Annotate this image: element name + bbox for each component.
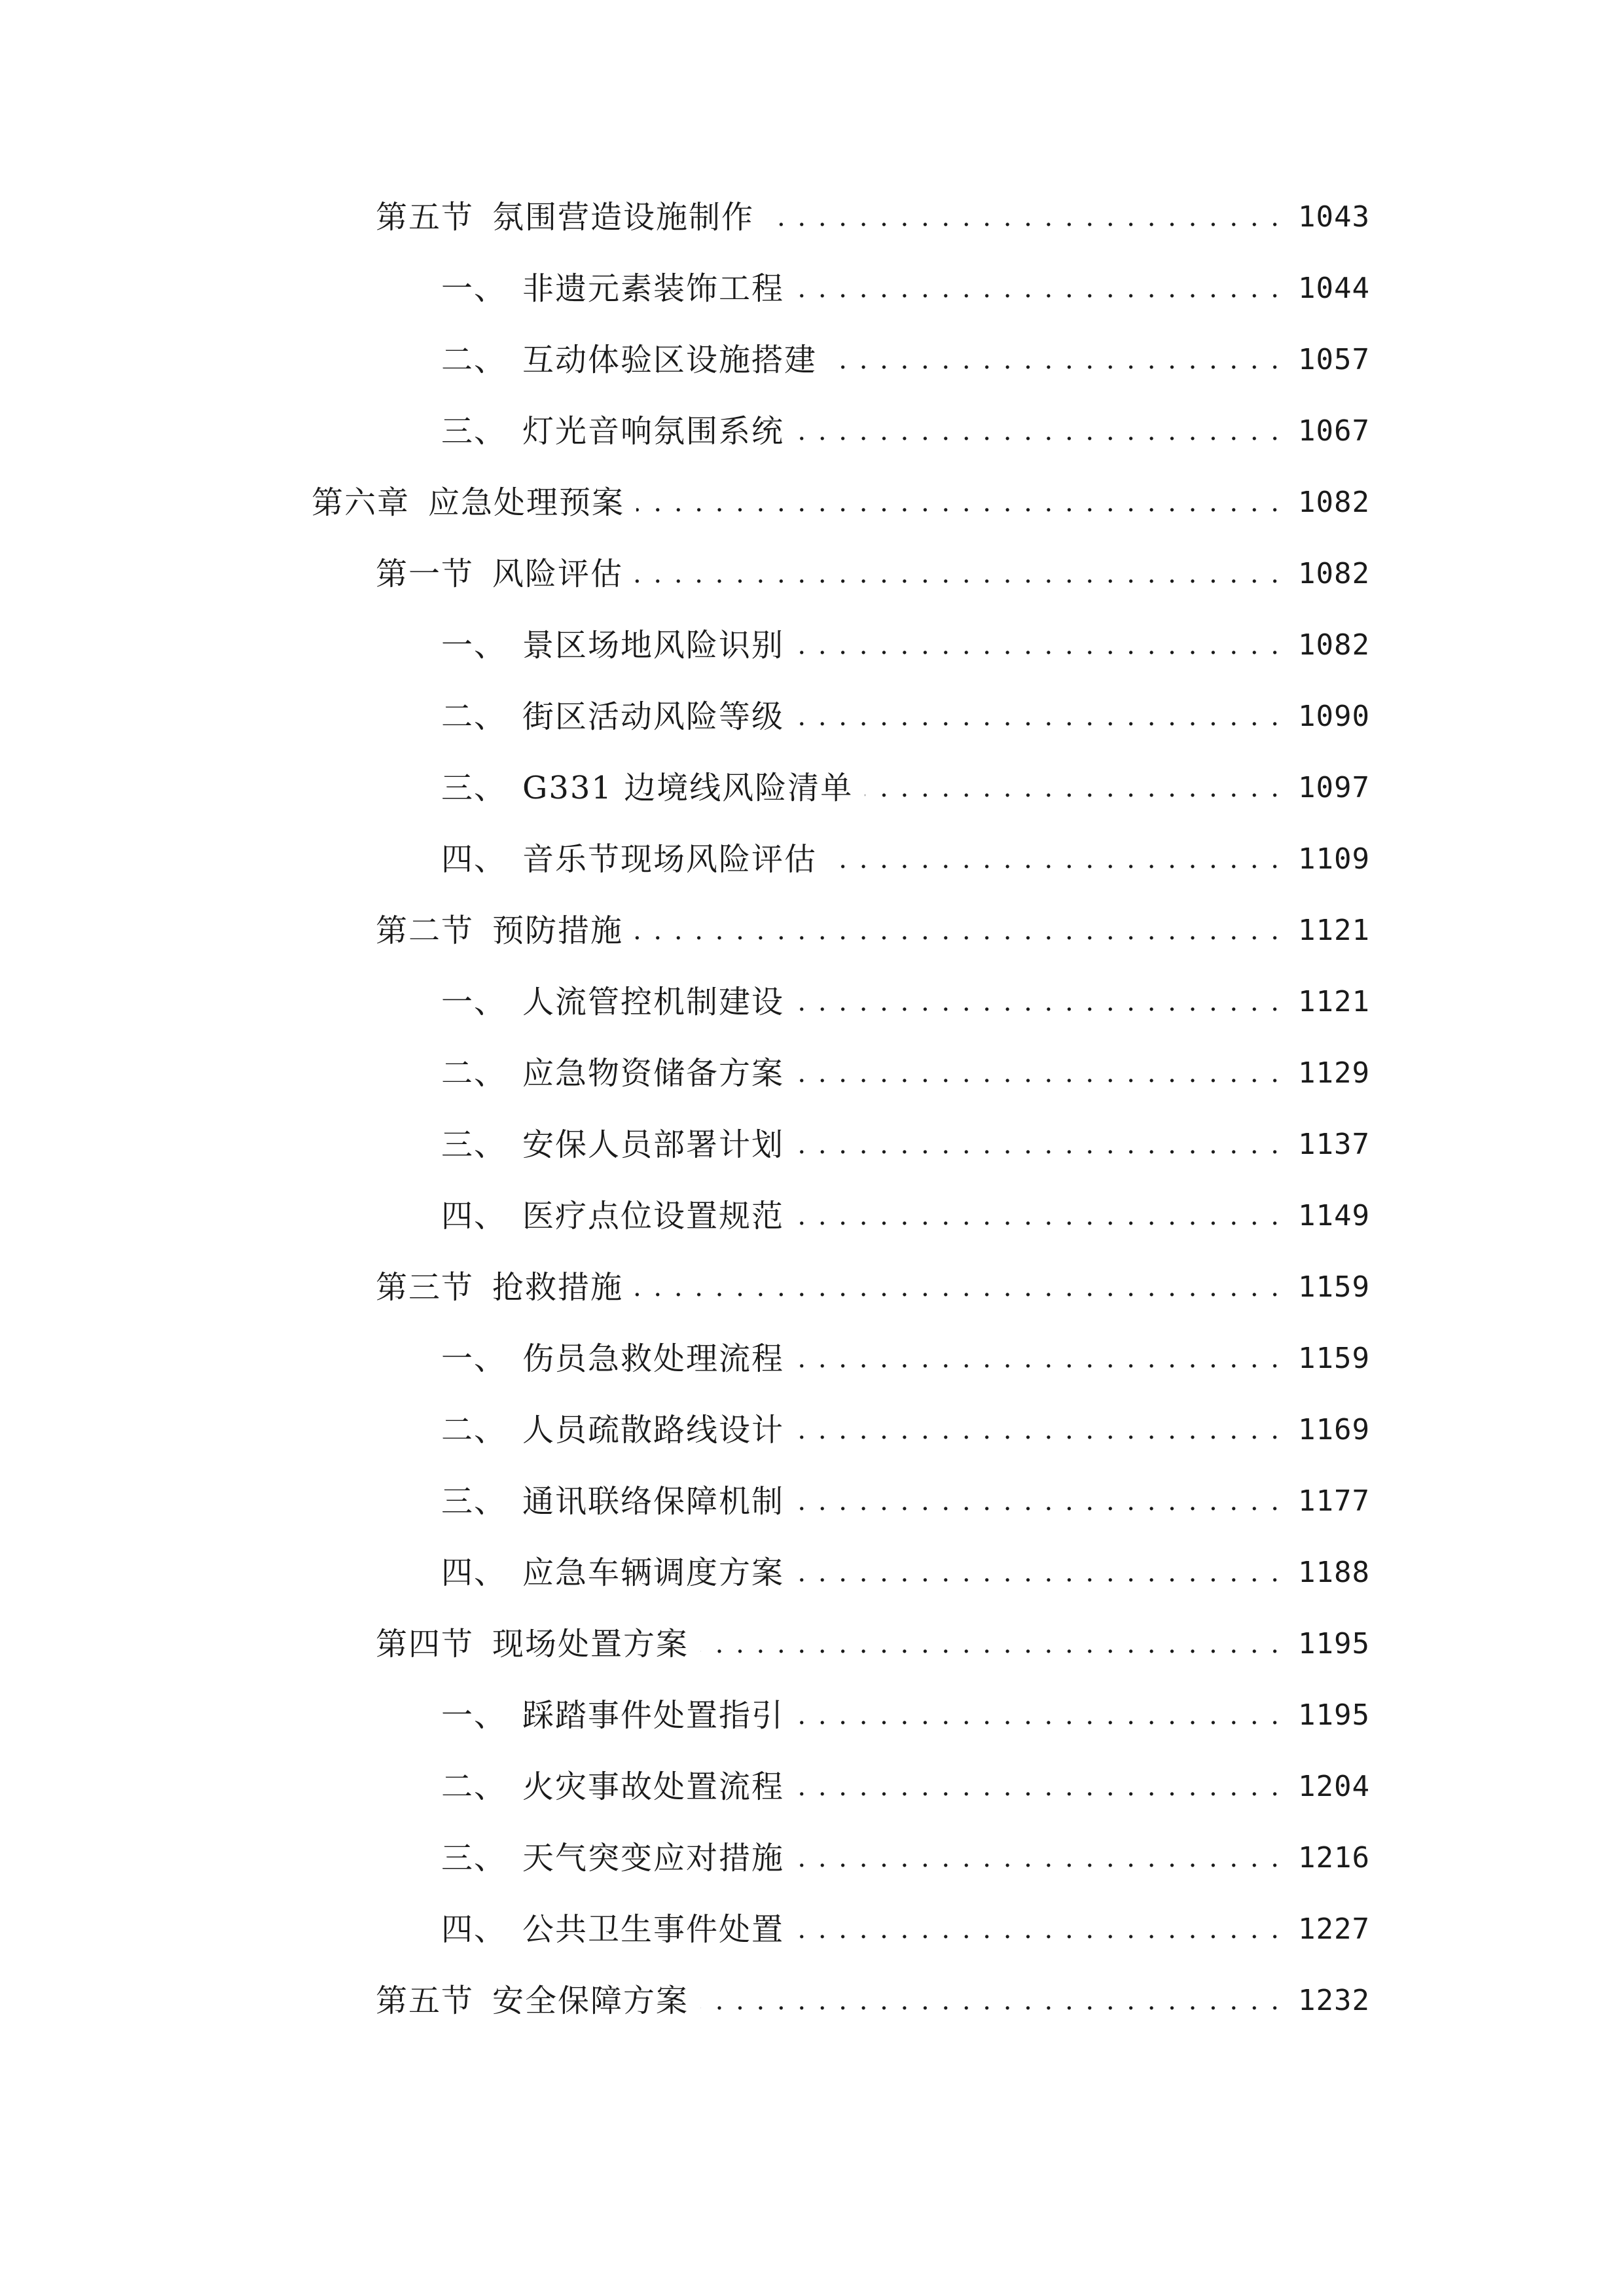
toc-entry-title: 应急物资储备方案	[522, 1055, 785, 1092]
dot-leader	[635, 1261, 1281, 1314]
toc-entry[interactable]	[441, 691, 1370, 743]
dot-leader	[796, 1903, 1281, 1956]
toc-entry-page: 1204	[1298, 1770, 1370, 1803]
dot-leader	[796, 1190, 1281, 1242]
toc-entry[interactable]	[441, 262, 1370, 315]
toc-entry[interactable]	[441, 1333, 1370, 1385]
toc-entry-page: 1195	[1298, 1627, 1370, 1660]
toc-entry-number: 四、	[441, 1554, 507, 1591]
toc-entry-number: 第五节	[376, 199, 475, 236]
toc-entry-page: 1227	[1298, 1912, 1370, 1946]
dot-leader	[796, 976, 1281, 1028]
dot-leader	[700, 1975, 1281, 2027]
toc-entry-page: 1082	[1298, 486, 1370, 519]
dot-leader	[796, 619, 1281, 672]
toc-entry-number: 二、	[441, 1412, 507, 1448]
toc-entry-number: 二、	[441, 1055, 507, 1092]
toc-entry[interactable]	[441, 833, 1370, 886]
toc-entry-title: 非遗元素装饰工程	[522, 270, 785, 307]
toc-entry[interactable]	[441, 619, 1370, 672]
toc-entry[interactable]	[376, 905, 1370, 957]
toc-entry-page: 1097	[1298, 771, 1370, 804]
toc-entry-number: 三、	[441, 1840, 507, 1876]
dot-leader	[766, 191, 1281, 243]
toc-entry-page: 1129	[1298, 1056, 1370, 1090]
toc-entry-title: 人员疏散路线设计	[522, 1412, 785, 1448]
toc-entry[interactable]	[441, 1119, 1370, 1171]
dot-leader	[635, 548, 1281, 600]
toc-entry-title: 公共卫生事件处置	[522, 1911, 785, 1948]
toc-entry-number: 二、	[441, 698, 507, 735]
toc-entry[interactable]	[441, 976, 1370, 1028]
toc-entry[interactable]	[376, 548, 1370, 600]
toc-entry-title: G331 边境线风险清单	[522, 770, 854, 806]
toc-entry[interactable]	[441, 1832, 1370, 1884]
toc-entry[interactable]	[441, 1689, 1370, 1742]
toc-entry-page: 1232	[1298, 1984, 1370, 2017]
dot-leader	[700, 1618, 1281, 1670]
toc-entry-number: 二、	[441, 1768, 507, 1805]
dot-leader	[796, 1547, 1281, 1599]
toc-entry-page: 1216	[1298, 1841, 1370, 1874]
toc-entry-page: 1044	[1298, 272, 1370, 305]
dot-leader	[829, 833, 1281, 886]
toc-entry-page: 1149	[1298, 1199, 1370, 1232]
toc-entry-title: 氛围营造设施制作	[492, 199, 755, 236]
toc-entry-title: 医疗点位设置规范	[522, 1198, 785, 1234]
toc-entry-title: 风险评估	[492, 556, 624, 592]
toc-entry-number: 第三节	[376, 1269, 475, 1306]
toc-entry-title: 现场处置方案	[492, 1626, 689, 1662]
toc-entry-page: 1043	[1298, 200, 1370, 234]
toc-entry[interactable]	[441, 405, 1370, 457]
toc-entry-number: 一、	[441, 1697, 507, 1734]
toc-entry-title: 通讯联络保障机制	[522, 1483, 785, 1520]
toc-entry-number: 第四节	[376, 1626, 475, 1662]
toc-entry-title: 人流管控机制建设	[522, 984, 785, 1020]
toc-entry-page: 1159	[1298, 1342, 1370, 1375]
toc-entry[interactable]	[441, 1547, 1370, 1599]
toc-entry-number: 三、	[441, 413, 507, 450]
toc-entry-page: 1169	[1298, 1413, 1370, 1446]
toc-entry[interactable]	[441, 1903, 1370, 1956]
dot-leader	[796, 1475, 1281, 1528]
toc-entry[interactable]	[441, 1475, 1370, 1528]
toc-entry-number: 第一节	[376, 556, 475, 592]
dot-leader	[796, 691, 1281, 743]
toc-entry-page: 1188	[1298, 1556, 1370, 1589]
dot-leader	[796, 1333, 1281, 1385]
toc-entry[interactable]	[441, 1404, 1370, 1456]
toc-entry-title: 抢救措施	[492, 1269, 624, 1306]
toc-entry[interactable]	[376, 191, 1370, 243]
toc-entry-page: 1121	[1298, 914, 1370, 947]
toc-entry-title: 火灾事故处置流程	[522, 1768, 785, 1805]
toc-entry-title: 应急车辆调度方案	[522, 1554, 785, 1591]
toc-entry-title: 街区活动风险等级	[522, 698, 785, 735]
toc-entry-number: 三、	[441, 770, 507, 806]
toc-entry-title: 安保人员部署计划	[522, 1126, 785, 1163]
toc-entry-page: 1067	[1298, 414, 1370, 448]
toc-entry-number: 第六章	[312, 484, 410, 521]
toc-entry-page: 1177	[1298, 1484, 1370, 1518]
toc-entry-page: 1121	[1298, 985, 1370, 1018]
toc-entry-title: 音乐节现场风险评估	[522, 841, 818, 878]
dot-leader	[796, 1119, 1281, 1171]
dot-leader	[635, 905, 1281, 957]
toc-entry[interactable]	[441, 762, 1370, 814]
toc-entry-number: 四、	[441, 1911, 507, 1948]
dot-leader	[796, 262, 1281, 315]
toc-entry-number: 三、	[441, 1483, 507, 1520]
dot-leader	[796, 1832, 1281, 1884]
toc-entry[interactable]	[376, 1618, 1370, 1670]
toc-entry-number: 四、	[441, 841, 507, 878]
toc-entry-title: 安全保障方案	[492, 1982, 689, 2019]
toc-entry[interactable]	[441, 1761, 1370, 1813]
toc-entry-number: 三、	[441, 1126, 507, 1163]
toc-entry[interactable]	[376, 1975, 1370, 2027]
toc-entry-title: 灯光音响氛围系统	[522, 413, 785, 450]
toc-entry[interactable]	[441, 334, 1370, 386]
dot-leader	[796, 1689, 1281, 1742]
toc-entry-number: 第五节	[376, 1982, 475, 2019]
toc-entry-number: 一、	[441, 627, 507, 664]
toc-entry-page: 1159	[1298, 1270, 1370, 1304]
toc-entry-page: 1090	[1298, 700, 1370, 733]
toc-entry-number: 一、	[441, 270, 507, 307]
toc-entry-title: 踩踏事件处置指引	[522, 1697, 785, 1734]
toc-entry-page: 1057	[1298, 343, 1370, 376]
dot-leader	[865, 762, 1281, 814]
toc-entry[interactable]	[312, 476, 1370, 529]
toc-entry[interactable]	[376, 1261, 1370, 1314]
toc-entry-number: 二、	[441, 342, 507, 378]
toc-entry-number: 第二节	[376, 912, 475, 949]
toc-entry-page: 1109	[1298, 842, 1370, 876]
toc-entry-title: 天气突变应对措施	[522, 1840, 785, 1876]
toc-entry-number: 一、	[441, 984, 507, 1020]
toc-entry-page: 1195	[1298, 1698, 1370, 1732]
dot-leader	[829, 334, 1281, 386]
toc-entry-title: 伤员急救处理流程	[522, 1340, 785, 1377]
dot-leader	[796, 1761, 1281, 1813]
toc-entry-page: 1082	[1298, 557, 1370, 590]
dot-leader	[796, 405, 1281, 457]
toc-entry-number: 四、	[441, 1198, 507, 1234]
toc-entry-number: 一、	[441, 1340, 507, 1377]
dot-leader	[636, 476, 1281, 529]
toc-entry-title: 景区场地风险识别	[522, 627, 785, 664]
toc-entry-title: 预防措施	[492, 912, 624, 949]
toc-entry-page: 1082	[1298, 628, 1370, 662]
toc-entry[interactable]	[441, 1190, 1370, 1242]
dot-leader	[796, 1404, 1281, 1456]
toc-entry[interactable]	[441, 1047, 1370, 1100]
toc-entry-title: 应急处理预案	[428, 484, 625, 521]
toc-entry-title: 互动体验区设施搭建	[522, 342, 818, 378]
dot-leader	[796, 1047, 1281, 1100]
toc-entry-page: 1137	[1298, 1128, 1370, 1161]
